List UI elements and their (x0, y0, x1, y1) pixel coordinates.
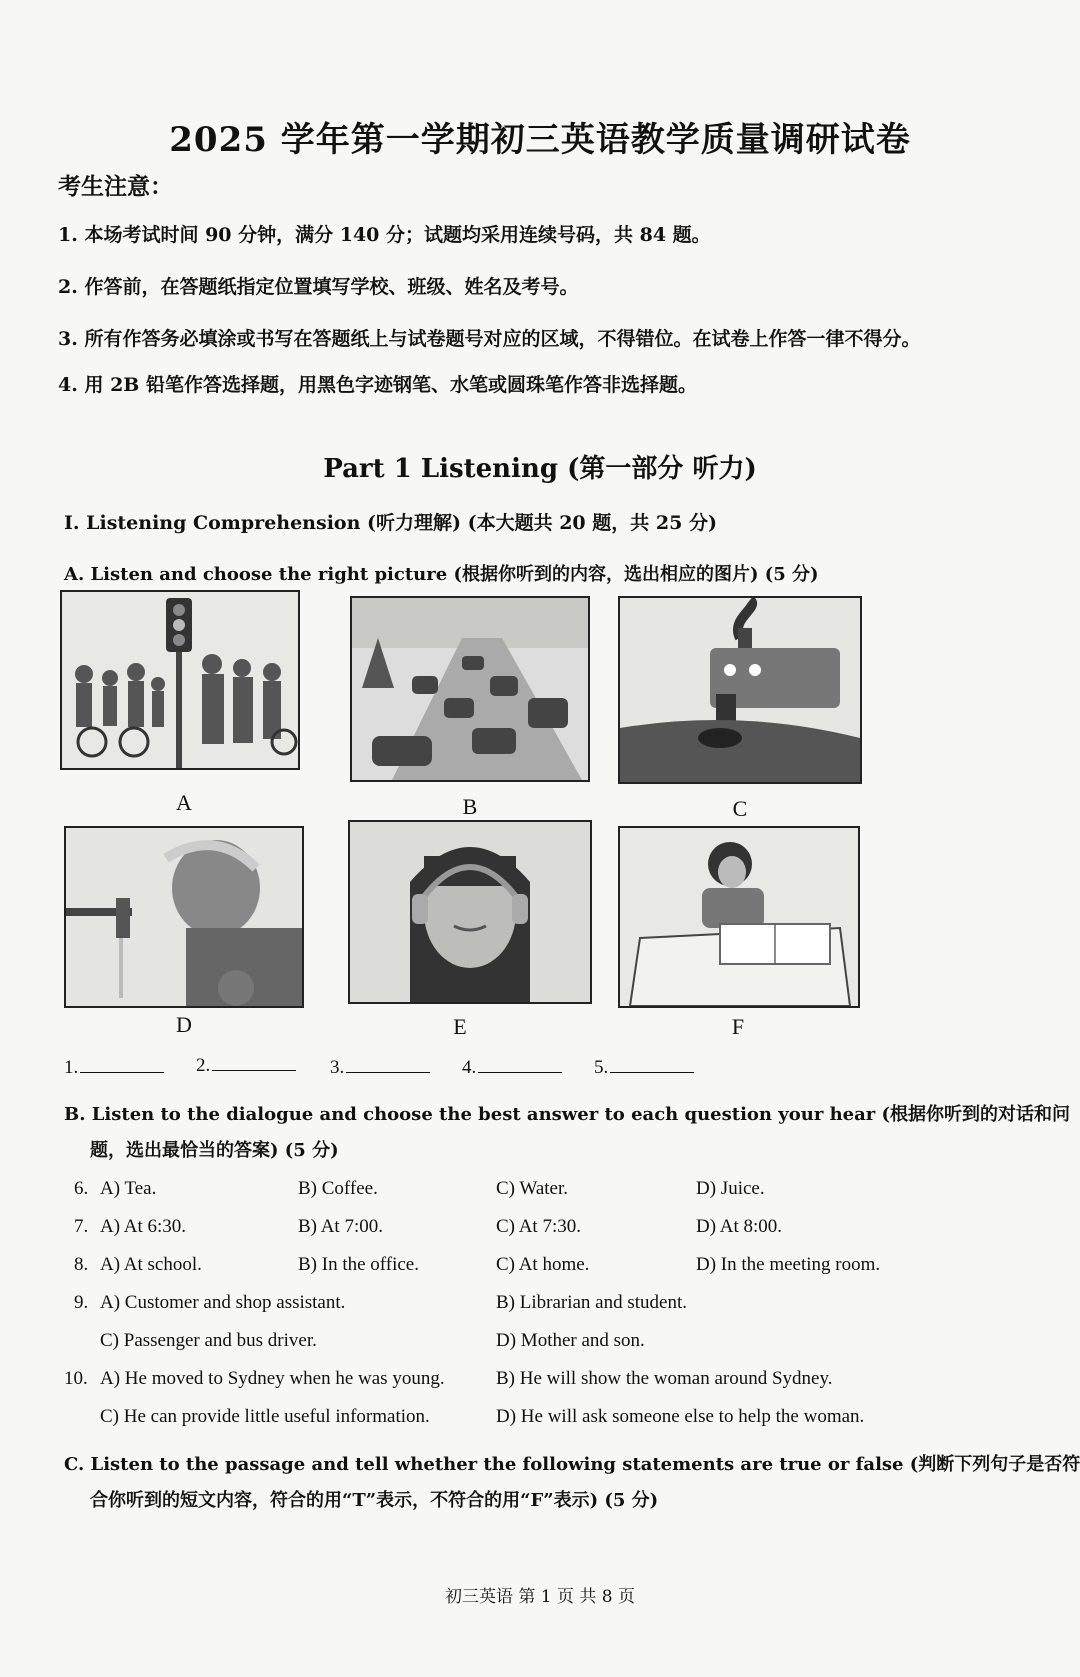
option-c: C) At home. (496, 1254, 590, 1275)
option-b: B) At 7:00. (298, 1216, 383, 1237)
answer-blank-4[interactable]: 4. (462, 1054, 562, 1079)
question-number: 10. (64, 1368, 88, 1389)
crosswalk-picture (60, 590, 300, 770)
option-a: A) Tea. (100, 1178, 157, 1199)
picture-letter-a: A (176, 790, 192, 815)
option-c: C) Water. (496, 1178, 568, 1199)
option-d: D) Mother and son. (496, 1330, 645, 1351)
picture-letter-b: B (462, 794, 478, 819)
traffic-picture (350, 596, 590, 782)
section-b-instruction: B. Listen to the dialogue and choose the best answer to each question your hear (根据你听到的对话和问 (64, 1104, 1071, 1125)
option-d: D) In the meeting room. (696, 1254, 881, 1275)
girl-writing-picture (618, 826, 860, 1008)
question-number: 8. (74, 1254, 89, 1275)
question-number: 6. (74, 1178, 89, 1199)
picture-letter-e: E (453, 1014, 467, 1039)
section-c-instruction-cont: 合你听到的短文内容，符合的用“T”表示，不符合的用“F”表示) (5 分) (90, 1490, 659, 1511)
answer-blank-5[interactable]: 5. (594, 1054, 694, 1079)
section-b-instruction-cont: 题，选出最恰当的答案) (5 分) (90, 1140, 339, 1161)
notice-label: 考生注意： (58, 173, 173, 200)
picture-letter-d: D (176, 1012, 192, 1037)
section-c-instruction: C. Listen to the passage and tell whether the following statements are true or false (判断下列句子是否符 (64, 1454, 1080, 1475)
section-a-instruction: A. Listen and choose the right picture (根据你听到的内容，选出相应的图片) (5 分) (64, 564, 819, 585)
option-a: A) At school. (100, 1254, 202, 1275)
option-d: D) Juice. (696, 1178, 765, 1199)
picture-letter-c: C (732, 796, 748, 821)
page-title: 2025 学年第一学期初三英语教学质量调研试卷 (169, 120, 911, 160)
option-c: C) At 7:30. (496, 1216, 581, 1237)
girl-headphones-picture (348, 820, 592, 1004)
option-b: B) In the office. (298, 1254, 419, 1275)
page-footer: 初三英语 第 1 页 共 8 页 (444, 1587, 636, 1607)
option-b: B) He will show the woman around Sydney. (496, 1368, 833, 1389)
answer-blank-3[interactable]: 3. (330, 1054, 430, 1079)
pollution-picture (618, 596, 862, 784)
question-number: 9. (74, 1292, 89, 1313)
section-i-heading: I. Listening Comprehension (听力理解) (本大题共 20 题，共 25 分) (64, 512, 717, 534)
option-b: B) Coffee. (298, 1178, 378, 1199)
question-number: 7. (74, 1216, 89, 1237)
old-man-tap-picture (64, 826, 304, 1008)
option-c: C) Passenger and bus driver. (100, 1330, 317, 1351)
picture-letter-f: F (731, 1014, 745, 1039)
option-a: A) Customer and shop assistant. (100, 1292, 346, 1313)
option-a: A) He moved to Sydney when he was young. (100, 1368, 445, 1389)
rule-2: 2. 作答前，在答题纸指定位置填写学校、班级、姓名及考号。 (58, 276, 579, 298)
option-a: A) At 6:30. (100, 1216, 187, 1237)
rule-3: 3. 所有作答务必填涂或书写在答题纸上与试卷题号对应的区域，不得错位。在试卷上作答一律不得分。 (58, 328, 921, 350)
option-d: D) He will ask someone else to help the woman. (496, 1406, 865, 1427)
option-c: C) He can provide little useful information. (100, 1406, 430, 1427)
option-d: D) At 8:00. (696, 1216, 783, 1237)
rule-4: 4. 用 2B 铅笔作答选择题，用黑色字迹钢笔、水笔或圆珠笔作答非选择题。 (58, 374, 697, 396)
part-title: Part 1 Listening (第一部分 听力) (323, 454, 757, 484)
answer-blank-1[interactable]: 1. (64, 1054, 164, 1079)
answer-blank-2[interactable]: 2. (196, 1052, 296, 1077)
rule-1: 1. 本场考试时间 90 分钟，满分 140 分；试题均采用连续号码，共 84 题。 (58, 224, 711, 246)
option-b: B) Librarian and student. (496, 1292, 688, 1313)
